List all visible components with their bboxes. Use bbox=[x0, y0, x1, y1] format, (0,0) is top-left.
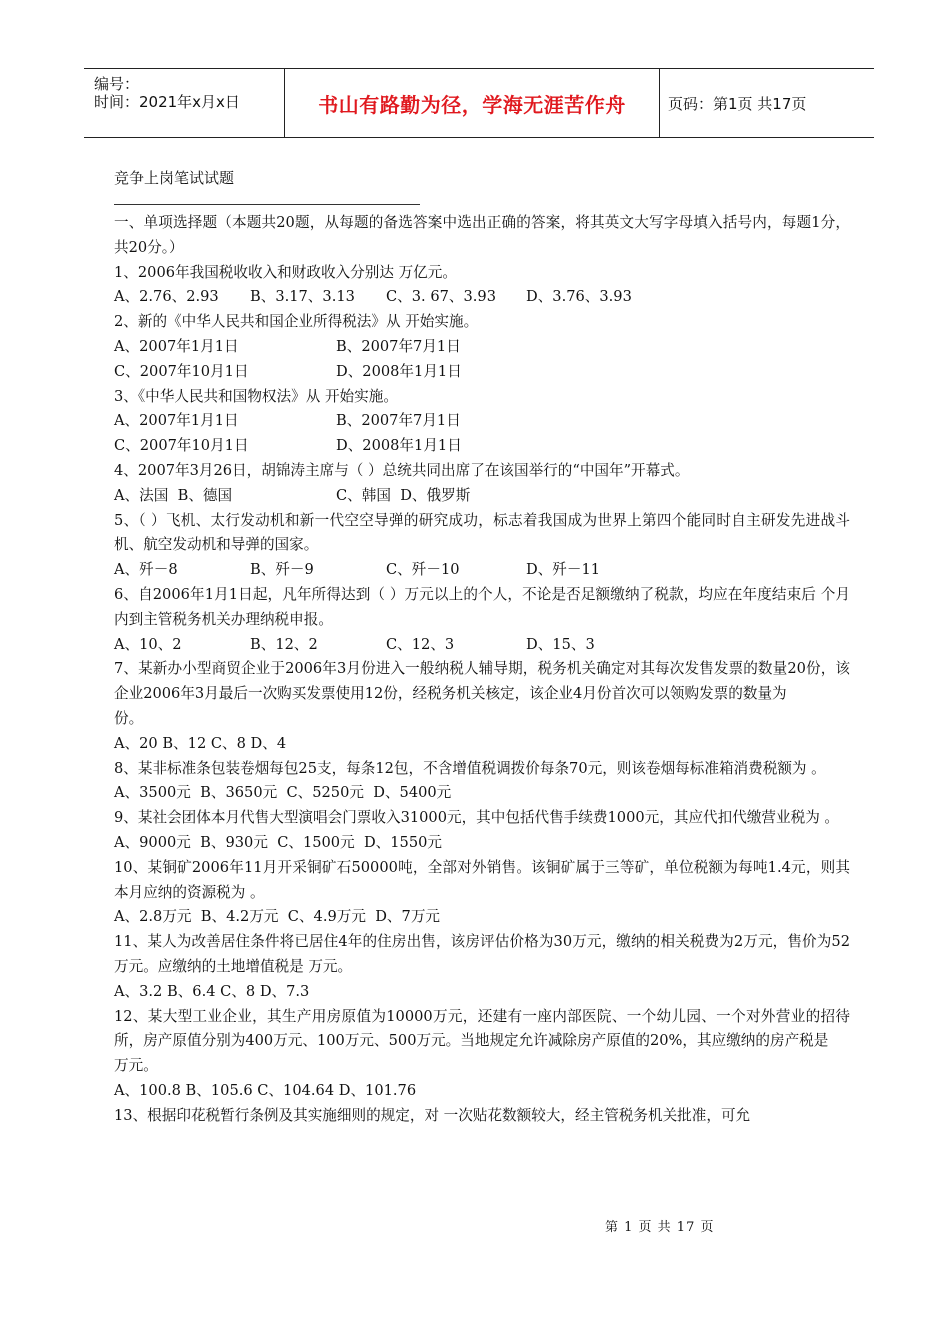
answer-option: A、10、2 bbox=[114, 635, 182, 653]
question-text: 9、某社会团体本月代售大型演唱会门票收入31000元，其中包括代售手续费1000元，其应代扣代缴营业税为 。 bbox=[114, 809, 840, 827]
document-time-label: 时间：2021年x月x日 bbox=[94, 93, 240, 111]
answer-options bbox=[114, 558, 850, 583]
answer-option: D、歼－11 bbox=[526, 561, 601, 579]
answer-option: C、韩国 D、俄罗斯 bbox=[336, 486, 471, 504]
answer-option: A、20 B、12 C、8 D、4 bbox=[114, 734, 287, 752]
document-body bbox=[114, 166, 850, 1128]
answer-option: A、3500元 B、3650元 C、5250元 D、5400元 bbox=[114, 784, 452, 802]
answer-options bbox=[114, 980, 850, 1005]
answer-options bbox=[114, 335, 850, 360]
answer-options bbox=[114, 732, 850, 757]
answer-option: A、3.2 B、6.4 C、8 D、7.3 bbox=[114, 982, 310, 1000]
answer-option: A、2007年1月1日 bbox=[114, 337, 239, 355]
question-text: 12、某大型工业企业，其生产用房原值为10000万元，还建有一座内部医院、一个幼儿园、一个对外营业的招待所，房产原值分别为400万元、100万元、500万元。当地规定允许减除房产原值的20%，其应缴纳的房产税是 bbox=[114, 1007, 850, 1050]
question-text: 5、（ ）飞机、太行发动机和新一代空空导弹的研究成功，标志着我国成为世界上第四个能同时自主研发先进战斗机、航空发动机和导弹的国家。 bbox=[114, 511, 850, 554]
answer-options bbox=[114, 1079, 850, 1104]
header-motto-cell bbox=[284, 69, 660, 137]
answer-option: C、2007年10月1日 bbox=[114, 362, 249, 380]
question-text: 3、《中华人民共和国物权法》从 开始实施。 bbox=[114, 387, 398, 405]
header-page-number: 页码：第1页 共17页 bbox=[668, 94, 807, 113]
answer-option: D、3.76、3.93 bbox=[526, 288, 632, 306]
answer-option: B、12、2 bbox=[250, 635, 318, 653]
answer-option: A、2.76、2.93 bbox=[114, 288, 219, 306]
question-text: 11、某人为改善居住条件将已居住4年的住房出售，该房评估价格为30万元，缴纳的相关税费为2万元，售价为52万元。应缴纳的土地增值税是 万元。 bbox=[114, 933, 850, 975]
question-text: 4、2007年3月26日，胡锦涛主席与（ ）总统共同出席了在该国举行的“中国年”开幕式。 bbox=[114, 461, 690, 479]
answer-options bbox=[114, 285, 850, 310]
header-motto: 书山有路勤为径，学海无涯苦作舟 bbox=[318, 92, 626, 117]
answer-option: A、9000元 B、930元 C、1500元 D、1550元 bbox=[114, 833, 442, 851]
answer-option: B、2007年7月1日 bbox=[336, 412, 461, 430]
page-header bbox=[84, 68, 874, 138]
answer-option: B、歼－9 bbox=[250, 561, 314, 579]
document-title: 竞争上岗笔试试题 bbox=[114, 169, 235, 187]
answer-option: A、歼－8 bbox=[114, 561, 178, 579]
answer-options bbox=[114, 484, 850, 509]
answer-option: D、2008年1月1日 bbox=[336, 437, 462, 455]
document-number-label: 编号： bbox=[94, 75, 140, 93]
question-text: 8、某非标准条包装卷烟每包25支，每条12包，不含增值税调拨价每条70元，则该卷烟每标准箱消费税额为 。 bbox=[114, 759, 826, 777]
answer-option: A、2007年1月1日 bbox=[114, 412, 239, 430]
answer-option: D、15、3 bbox=[526, 635, 595, 653]
answer-options bbox=[114, 434, 850, 459]
answer-option: A、2.8万元 B、4.2万元 C、4.9万元 D、7万元 bbox=[114, 908, 441, 926]
question-text: 6、自2006年1月1日起，凡年所得达到（ ）万元以上的个人，不论是否足额缴纳了税款，均应在年度结束后 个月内到主管税务机关办理纳税申报。 bbox=[114, 585, 850, 628]
question-text: 13、根据印花税暂行条例及其实施细则的规定，对 一次贴花数额较大，经主管税务机关批准，可允 bbox=[114, 1106, 751, 1124]
answer-options bbox=[114, 831, 850, 856]
answer-option: B、3.17、3.13 bbox=[250, 288, 355, 306]
question-text: 7、某新办小型商贸企业于2006年3月份进入一般纳税人辅导期，税务机关确定对其每次发售发票的数量20份，该企业2006年3月最后一次购买发票使用12份，经税务机关核定，该企业4月份首次可以领购发票的数量为 bbox=[114, 660, 850, 703]
page-footer: 第 1 页 共 17 页 bbox=[605, 1220, 715, 1235]
answer-option: B、2007年7月1日 bbox=[336, 337, 461, 355]
answer-option: C、3. 67、3.93 bbox=[386, 288, 496, 306]
answer-option: C、2007年10月1日 bbox=[114, 437, 249, 455]
answer-option: A、100.8 B、105.6 C、104.64 D、101.76 bbox=[114, 1081, 417, 1099]
header-meta bbox=[84, 69, 284, 137]
title-underline bbox=[114, 204, 420, 205]
answer-option: A、法国 B、德国 bbox=[114, 486, 233, 504]
header-page-cell bbox=[660, 69, 874, 137]
question-text: 1、2006年我国税收收入和财政收入分别达 万亿元。 bbox=[114, 263, 457, 281]
question-text: 2、新的《中华人民共和国企业所得税法》从 开始实施。 bbox=[114, 313, 479, 331]
section-intro: 一、单项选择题（本题共20题，从每题的备选答案中选出正确的答案，将其英文大写字母填入括号内，每题1分，共20分。） bbox=[114, 214, 850, 256]
answer-option: D、2008年1月1日 bbox=[336, 362, 462, 380]
answer-option: C、12、3 bbox=[386, 635, 455, 653]
answer-options bbox=[114, 905, 850, 930]
question-text: 万元。 bbox=[114, 1057, 158, 1075]
answer-options bbox=[114, 360, 850, 385]
answer-options bbox=[114, 409, 850, 434]
answer-options bbox=[114, 781, 850, 806]
question-list bbox=[114, 261, 850, 1129]
answer-option: C、歼－10 bbox=[386, 561, 460, 579]
question-text: 份。 bbox=[114, 709, 144, 727]
answer-options bbox=[114, 633, 850, 658]
question-text: 10、某铜矿2006年11月开采铜矿石50000吨，全部对外销售。该铜矿属于三等矿，单位税额为每吨1.4元，则其本月应纳的资源税为 。 bbox=[114, 858, 850, 901]
